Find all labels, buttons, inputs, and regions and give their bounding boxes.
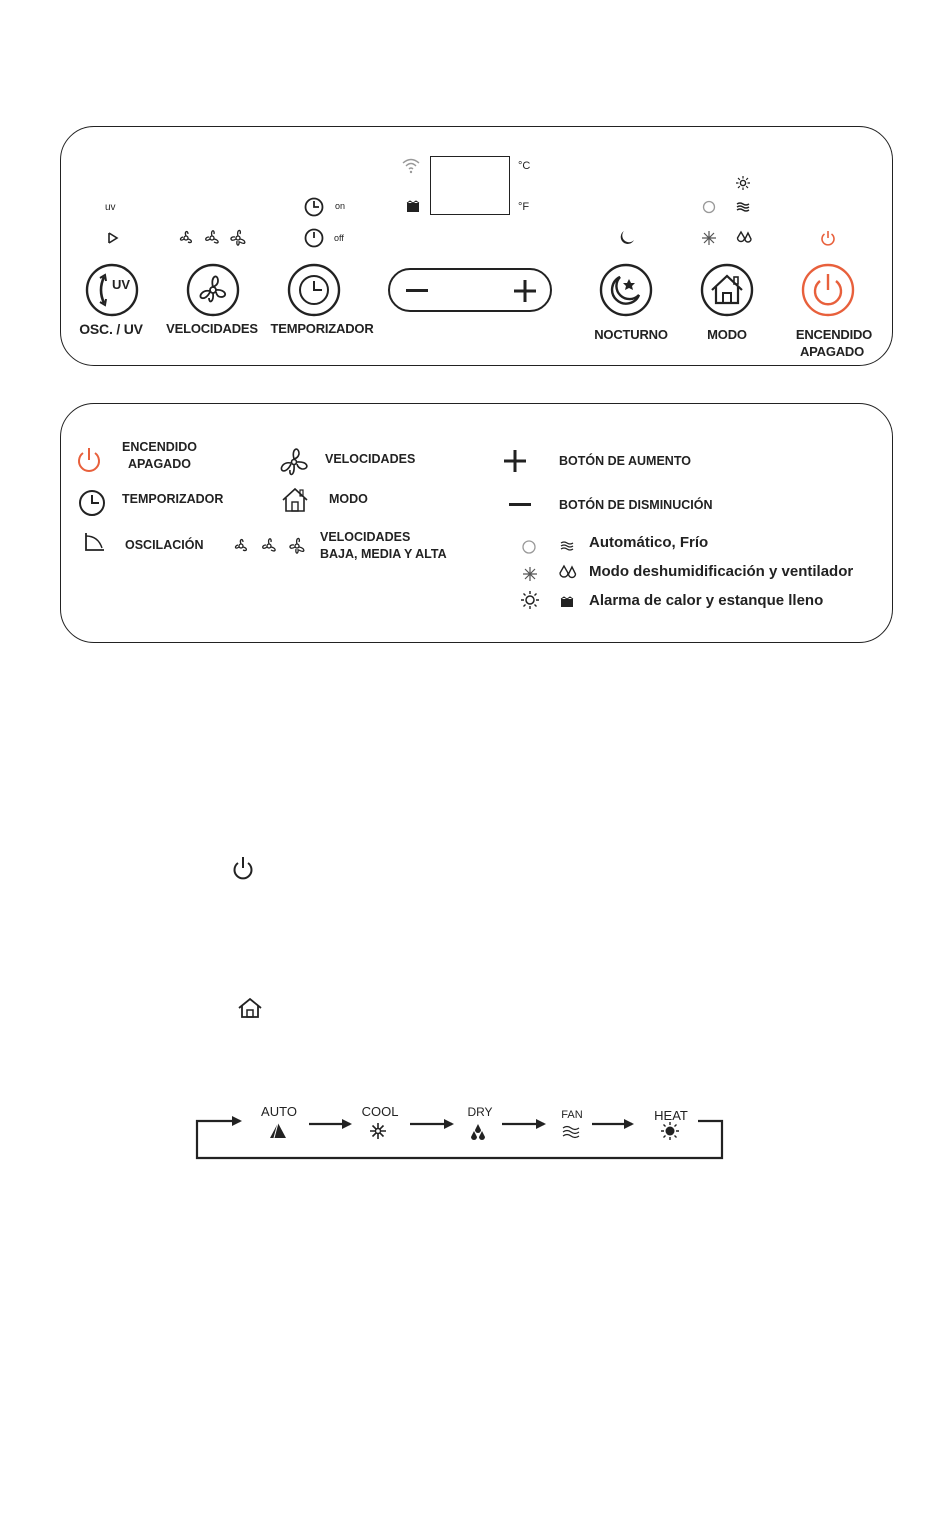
legend-heat-tank: Alarma de calor y estanque lleno	[589, 592, 824, 609]
celsius-indicator: °C	[518, 160, 531, 172]
uv-icon-text: UV	[112, 277, 131, 292]
timer-off-label: off	[334, 233, 344, 243]
sun-icon	[661, 1122, 679, 1140]
legend-increase: BOTÓN DE AUMENTO	[559, 454, 691, 468]
legend-timer: TEMPORIZADOR	[122, 492, 224, 506]
cycle-return-line	[197, 1121, 722, 1158]
osc-uv-label: OSC. / UV	[79, 321, 143, 337]
mode-step-fan: FAN	[561, 1109, 583, 1121]
legend-power-line1: ENCENDIDO	[122, 440, 198, 454]
power-label-line2: APAGADO	[799, 344, 865, 359]
mode-step-dry: DRY	[467, 1105, 493, 1119]
timer-on-label: on	[335, 201, 346, 211]
fahrenheit-indicator: °F	[518, 201, 530, 213]
speeds-label: VELOCIDADES	[166, 321, 258, 336]
power-label-line1: ENCENDIDO	[795, 327, 873, 342]
legend-decrease: BOTÓN DE DISMINUCIÓN	[559, 498, 713, 512]
uv-indicator-label: uv	[105, 202, 116, 213]
wind-waves-icon	[563, 1127, 579, 1138]
night-label: NOCTURNO	[594, 327, 668, 342]
legend-speed-levels-line2: BAJA, MEDIA Y ALTA	[320, 547, 447, 561]
legend-mode: MODO	[329, 492, 368, 506]
legend-auto-cool: Automático, Frío	[589, 534, 709, 551]
mode-step-auto: AUTO	[261, 1104, 297, 1119]
mode-step-cool: COOL	[361, 1104, 399, 1119]
legend-power-line2: APAGADO	[128, 457, 191, 471]
legend-speeds: VELOCIDADES	[325, 452, 416, 466]
legend-oscillation: OSCILACIÓN	[125, 538, 204, 552]
mode-step-heat: HEAT	[654, 1108, 688, 1123]
legend-speed-levels-line1: VELOCIDADES	[320, 530, 411, 544]
legend-dry-fan: Modo deshumidificación y ventilador	[589, 563, 854, 580]
timer-label: TEMPORIZADOR	[270, 321, 374, 336]
auto-icon	[270, 1123, 286, 1138]
mode-label: MODO	[707, 327, 747, 342]
water-drops-icon	[471, 1124, 485, 1140]
